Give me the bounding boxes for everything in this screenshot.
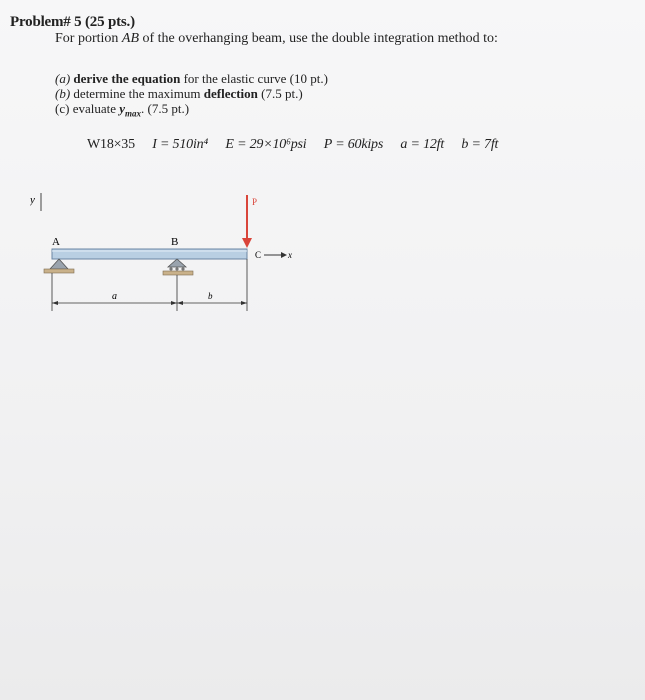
task-a-text: for the elastic curve (10 pt.) xyxy=(180,71,328,86)
problem-statement xyxy=(55,31,498,47)
dimension-lines xyxy=(52,259,247,311)
intro-text-start: For portion xyxy=(55,31,122,46)
moment-of-inertia: I = 510in⁴ xyxy=(152,137,209,152)
load-label: P xyxy=(252,197,258,207)
task-a xyxy=(55,71,328,86)
task-c-letter: (c) xyxy=(55,101,70,116)
task-b-letter: (b) xyxy=(55,86,71,101)
task-a-letter: (a) xyxy=(55,71,71,86)
intro-text-end: of the overhanging beam, use the double integration method to: xyxy=(139,31,498,46)
dim-a-arrow-left xyxy=(52,301,58,305)
point-a-label: A xyxy=(52,236,60,248)
elastic-modulus: E = 29×10⁶psi xyxy=(225,137,307,152)
task-c xyxy=(55,101,328,122)
task-c-text: evaluate xyxy=(69,101,120,116)
pin-support-a xyxy=(44,259,74,273)
load-arrow xyxy=(242,195,252,248)
task-b xyxy=(55,86,328,101)
task-b-bold: deflection xyxy=(203,86,258,101)
task-a-bold: derive the equation xyxy=(73,71,181,86)
task-list xyxy=(55,71,328,122)
point-b-label: B xyxy=(171,236,179,248)
portion-label: AB xyxy=(121,31,139,46)
load-value: P = 60kips xyxy=(323,137,384,152)
given-values xyxy=(87,137,512,153)
task-b-points: (7.5 pt.) xyxy=(257,86,303,101)
task-c-subscript: max xyxy=(125,108,142,119)
roller-support-b xyxy=(163,259,193,275)
length-a: a = 12ft xyxy=(400,137,445,152)
task-c-points: . (7.5 pt.) xyxy=(141,101,190,116)
task-b-text: determine the maximum xyxy=(70,86,204,101)
problem-title: Problem# 5 (25 pts.) xyxy=(10,14,135,30)
section-designation: W18×35 xyxy=(87,137,135,152)
y-axis-label: y xyxy=(30,194,35,206)
dim-a-arrow-right xyxy=(171,301,177,305)
x-axis-label: x xyxy=(288,250,292,260)
length-b: b = 7ft xyxy=(461,137,499,152)
dim-b-arrow-right xyxy=(241,301,247,305)
dim-b-label: b xyxy=(208,291,213,301)
dim-a-label: a xyxy=(112,291,117,302)
point-c-label: C xyxy=(255,250,262,260)
task-c-variable: y xyxy=(119,101,126,116)
x-axis-arrowhead xyxy=(281,252,287,258)
dim-b-arrow-left xyxy=(177,301,183,305)
beam-diagram xyxy=(30,185,310,315)
